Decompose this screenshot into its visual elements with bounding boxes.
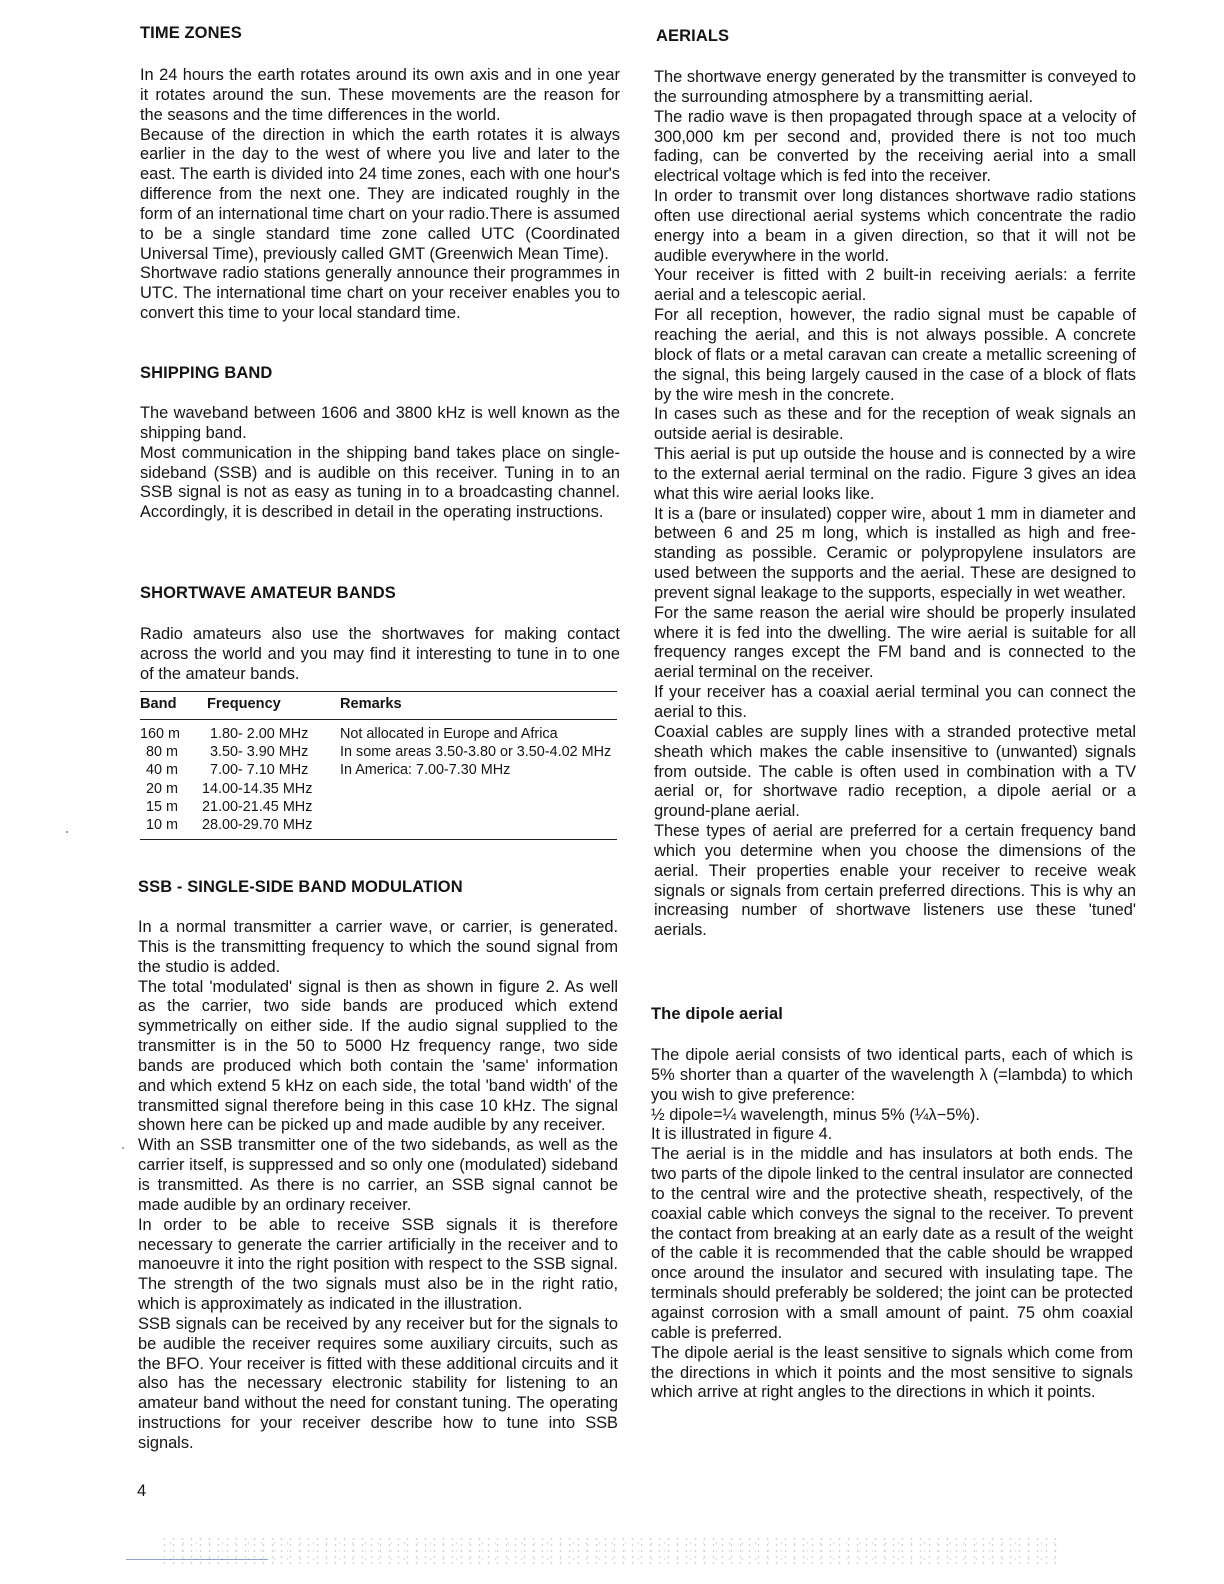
remarks-cell: In some areas 3.50-3.80 or 3.50-4.02 MHz — [340, 744, 612, 761]
aerials-text: The shortwave energy generated by the transmitter is conveyed to the surrounding atmosphere by a transmitting aerial. The radio wave is then propagated through space at a velocity of 300,000 km per second and, provided there is not too much fading, can be converted by the receiving aerial into a small electrical voltage which is fed into the receiver. In order to transmit over long distances shortwave radio stations often use directional aerial systems which concentrate the radio energy into a beam in a given direction, so that it will not be audible everywhere in the world. Your receiver is fitted with 2 built-in receiving aerials: a ferrite aerial and a telescopic aerial. For all reception, however, the radio signal must be capable of reaching the aerial, and this is not always possible. A concrete block of flats or a metal caravan can create a metallic screening of the signal, this being largely caused in the case of a block of flats by the wire mesh in the concrete. In cases such as these and for the reception of weak signals an outside aerial is desirable. This aerial is put up outside the house and is connected by a wire to the external aerial terminal on the radio. Figure 3 gives an idea what this wire aerial looks like. It is a (bare or insulated) copper wire, about 1 mm in diameter and between 6 and 25 m long, which is installed as high and free-standing as possible. Ceramic or polypropylene insulators are used between the supports and the aerial. These are designed to prevent signal leakage to the supports, especially in wet weather. For the same reason the aerial wire should be properly insulated where it is fed into the dwelling. The wire aerial is suitable for all frequency ranges except the FM band and is connected to the aerial terminal on the receiver. If your receiver has a coaxial aerial terminal you can connect the aerial to this. Coaxial cables are supply lines with a stranded protective metal sheath which makes the cable insensitive to (unwanted) signals from outside. The cable is often used in combination with a TV aerial or, for shortwave radio reception, a dipole aerial or a ground-plane aerial. These types of aerial are preferred for a certain frequency band which you determine when you choose the dimensions of the aerial. Their properties enable your receiver to receive weak signals or signals from certain preferred directions. This is why an increasing number of shortwave listeners use these 'tuned' aerials. — [654, 68, 1136, 940]
frequency-cell: 14.00-14.35 MHz — [202, 780, 313, 797]
time-zones-text: In 24 hours the earth rotates around its own axis and in one year it rotates around the sun. These movements are the reason for the seasons and the time differences in the world. Because of the direction in which the earth rotates it is always earlier in the day to the west of where you live and later to the east. The earth is divided into 24 time zones, each with one hour's difference from the next one. They are indicated roughly in the form of an international time chart on your radio.There is assumed to be a single standard time zone called UTC (Coordinated Universal Time), previously called GMT (Greenwich Mean Time). Shortwave radio stations generally announce their programmes in UTC. The international time chart on your receiver enables you to convert this time to your local standard time. — [140, 66, 620, 323]
band-cell: 10 m — [140, 816, 202, 840]
remarks-cell: In America: 7.00-7.30 MHz — [340, 762, 511, 779]
remarks-cell: Not allocated in Europe and Africa — [340, 726, 558, 742]
table-row — [140, 720, 617, 744]
heading-ssb: SSB - SINGLE-SIDE BAND MODULATION — [138, 878, 463, 896]
column-header-remarks: Remarks — [340, 692, 617, 720]
table-row — [140, 780, 617, 798]
frequency-cell: 21.00-21.45 MHz — [202, 798, 313, 815]
shipping-band-text: The waveband between 1606 and 3800 kHz is well known as the shipping band. Most communication in the shipping band takes place on single-sideband (SSB) and is audible on this receiver. Tuning in to an SSB signal is not as easy as tuning in to a broadcasting channel. Accordingly, it is described in detail in the operating instructions. — [140, 404, 620, 522]
dipole-text: The dipole aerial consists of two identical parts, each of which is 5% shorter than a quarter of the wavelength λ (=lambda) to which you wish to give preference: ½ dipole=¼ wavelength, minus 5% (¼λ−5%). It is illustrated in figure 4. The aerial is in the middle and has insulators at both ends. The two parts of the dipole linked to the central insulator are connected to the central wire and the protective sheath, respectively, of the coaxial cable which conveys the signal to the receiver. To prevent the contact from breaking at an early date as a result of the weight of the cable it is recommended that the cable should be wrapped once around the insulator and secured with insulating tape. The terminals should preferably be soldered; the joint can be protected against corrosion with a small amount of paint. 75 ohm coaxial cable is preferred. The dipole aerial is the least sensitive to signals which come from the directions in which it points and the most sensitive to signals which arrive at right angles to the directions in which it points. — [651, 1046, 1133, 1402]
remarks-cell — [340, 816, 617, 840]
amateur-bands-text: Radio amateurs also use the shortwaves for making contact across the world and you may find it interesting to tune in to one of the amateur bands. — [140, 625, 620, 683]
page-number: 4 — [137, 1482, 147, 1500]
band-cell: 15 m — [146, 798, 178, 815]
scan-artifact-line — [126, 1559, 268, 1560]
ssb-text: In a normal transmitter a carrier wave, or carrier, is generated. This is the transmitting frequency to which the sound signal from the studio is added. The total 'modulated' signal is then as shown in figure 2. As well as the carrier, two side bands are produced which extend symmetrically on either side. If the audio signal supplied to the transmitter is in the 50 to 5000 Hz frequency range, two side bands are produced which both contain the 'same' information and which extend 5 kHz on each side, the total 'band width' of the transmitted signal therefore being in this case 10 kHz. The signal shown here can be picked up and made audible by any receiver. With an SSB transmitter one of the two sidebands, as well as the carrier itself, is suppressed and so only one (modulated) sideband is transmitted. As there is no carrier, an SSB signal cannot be made audible by an ordinary receiver. In order to be able to receive SSB signals it is therefore necessary to generate the carrier artificially in the receiver and to manoeuvre it into the right position with respect to the SSB signal. The strength of the two signals must also be in the right ratio, which is approximately as indicated in the illustration. SSB signals can be received by any receiver but for the signals to be audible the receiver requires some auxiliary circuits, such as the BFO. Your receiver is fitted with these additional circuits and it also has the necessary electronic stability for listening to an amateur band without the need for constant tuning. The operating instructions for your receiver describe how to tune into SSB signals. — [138, 918, 618, 1452]
heading-aerials: AERIALS — [656, 27, 730, 45]
table-row — [140, 816, 617, 840]
column-header-band: Band — [140, 692, 202, 720]
frequency-cell: 7.00- 7.10 MHz — [210, 762, 309, 779]
remarks-cell — [340, 780, 617, 798]
frequency-cell: 1.80- 2.00 MHz — [210, 726, 309, 742]
table-row — [140, 761, 617, 779]
scan-speck — [122, 1147, 124, 1149]
scan-speck — [66, 831, 68, 833]
table-row — [140, 798, 617, 816]
heading-dipole-aerial: The dipole aerial — [651, 1005, 783, 1023]
band-cell: 40 m — [146, 762, 178, 779]
heading-time-zones: TIME ZONES — [140, 24, 242, 42]
heading-amateur-bands: SHORTWAVE AMATEUR BANDS — [140, 584, 396, 602]
remarks-cell — [340, 798, 617, 816]
scan-artifact — [160, 1536, 1060, 1566]
table-row — [140, 743, 617, 761]
column-header-frequency: Frequency — [202, 692, 340, 720]
heading-shipping-band: SHIPPING BAND — [140, 364, 273, 382]
band-cell: 20 m — [146, 780, 178, 797]
frequency-cell: 3.50- 3.90 MHz — [210, 744, 309, 761]
band-cell: 80 m — [146, 744, 178, 761]
table-header-row — [140, 692, 617, 720]
frequency-cell: 28.00-29.70 MHz — [202, 816, 340, 840]
amateur-bands-table — [140, 691, 617, 840]
band-cell: 160 m — [140, 726, 180, 742]
